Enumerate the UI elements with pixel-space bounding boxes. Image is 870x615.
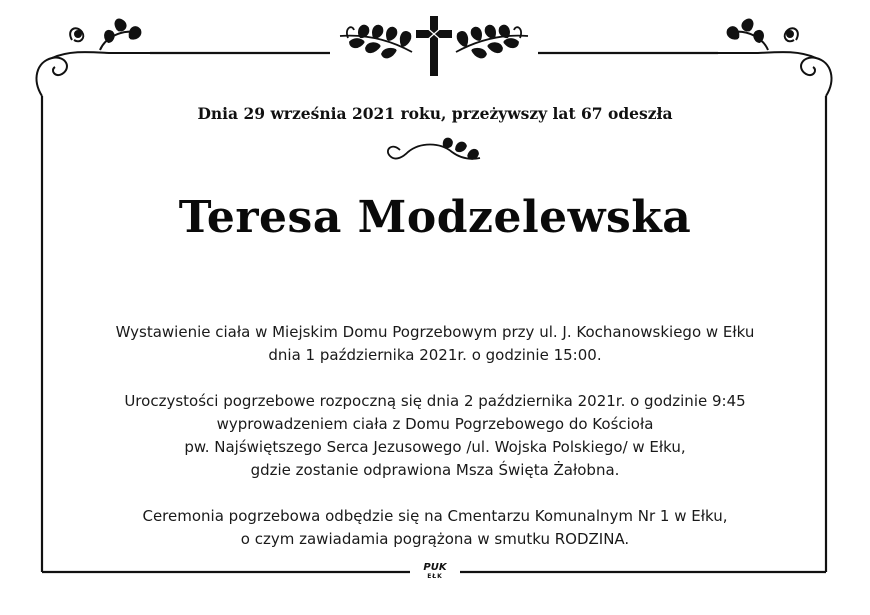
corner-flourish-left-icon (37, 20, 150, 96)
paragraph-line: o czym zawiadamia pogrążona w smutku RODZINA. (240, 530, 630, 548)
paragraph-line: pw. Najświętszego Serca Jezusowego /ul. Wojska Polskiego/ w Ełku, (184, 438, 686, 456)
paragraph-line: Wystawienie ciała w Miejskim Domu Pogrzebowym przy ul. J. Kochanowskiego w Ełku (115, 323, 755, 341)
puk-logo (415, 562, 455, 584)
deceased-name: Teresa Modzelewska (178, 192, 692, 243)
ceremony-paragraph (40, 390, 830, 482)
burial-paragraph (40, 505, 830, 551)
logo-main-text: PUK (423, 562, 447, 573)
laurel-right-icon (456, 26, 528, 58)
viewing-paragraph (40, 321, 830, 367)
death-date-heading: Dnia 29 września 2021 roku, przeżywszy lat 67 odeszła (197, 104, 673, 123)
paragraph-line: gdzie zostanie odprawiona Msza Święta Żałobna. (250, 461, 620, 479)
cross-icon (416, 16, 452, 76)
paragraph-line: Ceremonia pogrzebowa odbędzie się na Cmentarzu Komunalnym Nr 1 w Ełku, (142, 507, 728, 525)
notice-body (40, 321, 830, 574)
paragraph-line: dnia 1 października 2021r. o godzinie 15:00. (268, 346, 602, 364)
corner-flourish-right-icon (718, 20, 831, 96)
divider-flourish-icon (388, 139, 480, 159)
paragraph-line: wyprowadzeniem ciała z Domu Pogrzebowego do Kościoła (216, 415, 654, 433)
laurel-left-icon (340, 26, 412, 58)
logo-sub-text: EŁK (427, 573, 443, 580)
paragraph-line: Uroczystości pogrzebowe rozpoczną się dnia 2 października 2021r. o godzinie 9:45 (124, 392, 746, 410)
